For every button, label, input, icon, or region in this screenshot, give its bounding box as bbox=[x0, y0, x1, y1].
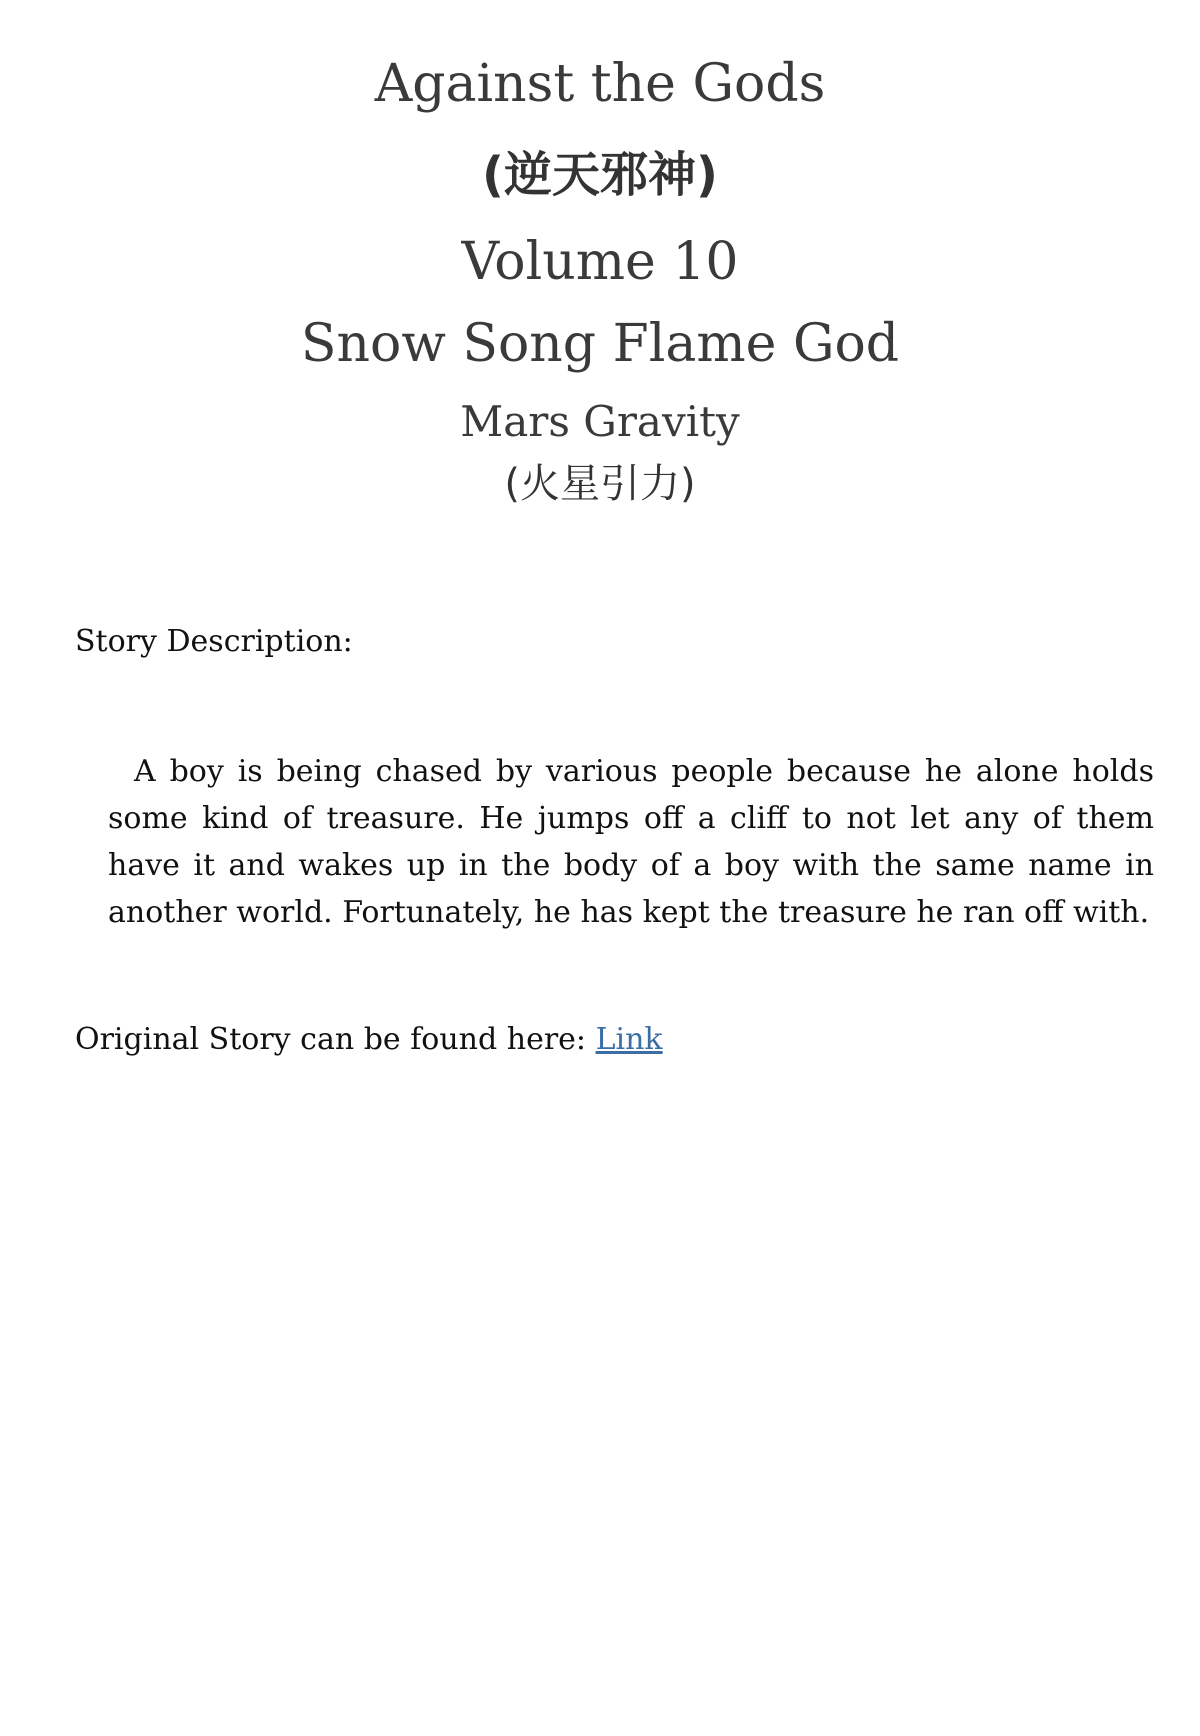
source-prefix: Original Story can be found here: bbox=[75, 1022, 596, 1057]
book-title-chinese: (逆天邪神) bbox=[482, 147, 718, 203]
title-block bbox=[0, 52, 1200, 512]
book-title: Against the Gods bbox=[374, 54, 826, 114]
source-line bbox=[75, 1020, 663, 1060]
description-body: A boy is being chased by various people because he alone holds some kind of treasure. He jumps off a cliff to not let any of them have it and wakes up in the body of a boy with the same name in another world. Fortunately, he has kept the treasure he ran off with. bbox=[108, 754, 1154, 930]
author-name-chinese: (火星引力) bbox=[504, 461, 696, 507]
volume-number: Volume 10 bbox=[461, 232, 739, 292]
volume-title: Snow Song Flame God bbox=[300, 314, 900, 374]
original-story-link[interactable]: Link bbox=[595, 1022, 663, 1057]
description-heading: Story Description: bbox=[75, 624, 353, 659]
author-name: Mars Gravity bbox=[460, 397, 740, 446]
